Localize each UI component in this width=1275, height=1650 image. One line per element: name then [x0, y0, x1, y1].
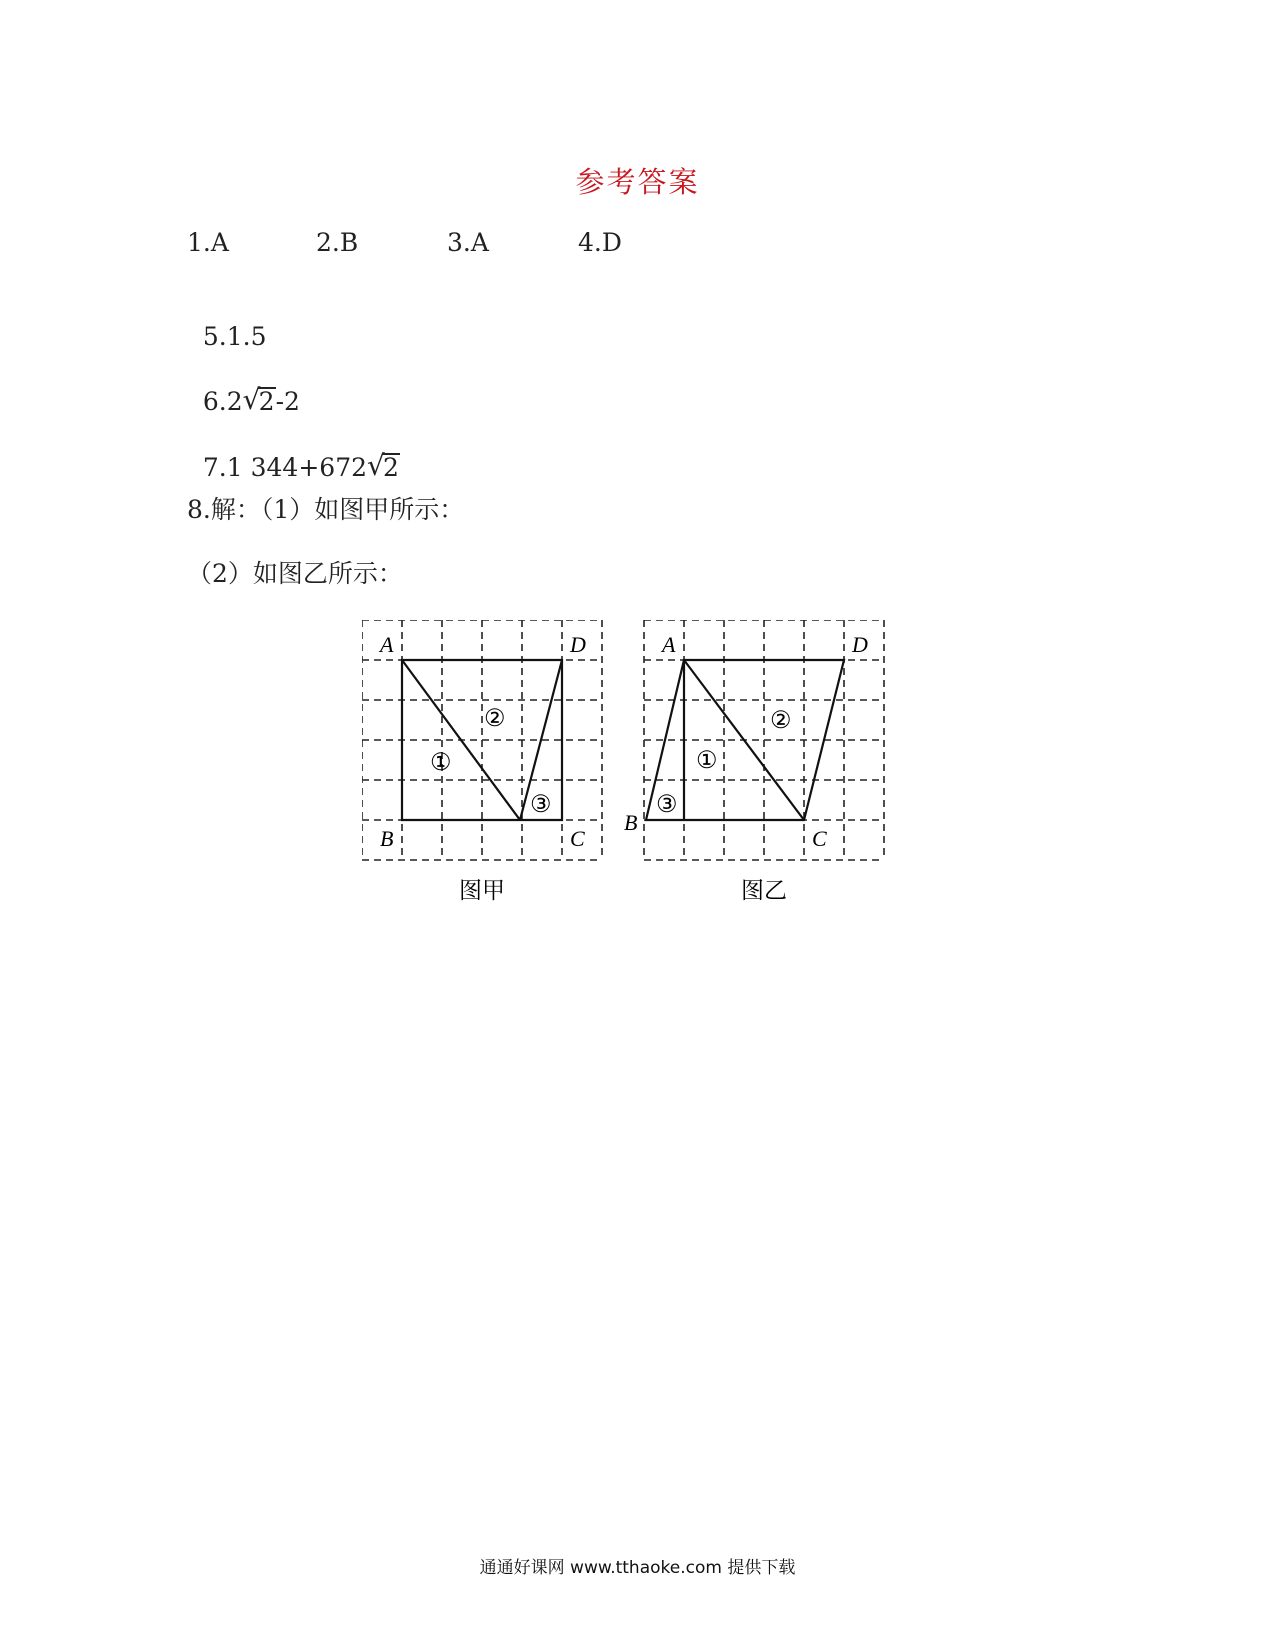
figure-caption: 图乙 [741, 878, 787, 903]
radicand: 2 [383, 453, 399, 482]
answer-number: 5. [202, 322, 227, 351]
region-1-label: ① [430, 750, 452, 776]
answer-8-part-2: （2）如图乙所示： [187, 559, 403, 588]
answer-2 [316, 228, 358, 257]
figures-container [362, 620, 922, 920]
vertex-a-label: A [662, 632, 676, 657]
sqrt-expression: √ 2 [367, 449, 399, 482]
answer-number: 4. [578, 228, 602, 257]
answer-value: 1.5 [226, 322, 267, 351]
answer-7 [187, 424, 400, 482]
answer-value: D [601, 228, 622, 257]
dashed-grid [644, 620, 884, 860]
vertex-a-label: A [380, 632, 394, 657]
answer-3 [447, 228, 489, 257]
answer-number: 6. [202, 387, 227, 416]
vertex-c-label: C [570, 826, 585, 851]
answer-number: 2. [316, 228, 340, 257]
figure-caption: 图甲 [459, 878, 505, 903]
region-2-label: ② [770, 708, 792, 734]
answer-6 [187, 358, 300, 416]
vertex-c-label: C [812, 826, 827, 851]
footer-credit: 通通好课网 www.tthaoke.com 提供下载 [479, 1558, 796, 1578]
page-title: 参考答案 [575, 165, 700, 199]
radicand: 2 [258, 387, 275, 416]
answer-value: A [210, 228, 229, 257]
expression-lead: 1 344+672 [226, 453, 367, 482]
region-2-label: ② [484, 706, 506, 732]
vertex-b-label: B [624, 810, 638, 835]
answer-number: 1. [187, 228, 211, 257]
expression-rest: -2 [275, 387, 300, 416]
region-1-label: ① [696, 748, 718, 774]
answer-number: 7. [202, 453, 227, 482]
vertex-d-label: D [570, 632, 586, 657]
coefficient: 2 [226, 387, 243, 416]
answer-4 [578, 228, 622, 257]
region-3-label: ③ [656, 792, 678, 818]
vertex-d-label: D [852, 632, 868, 657]
vertex-b-label: B [380, 826, 394, 851]
answer-5 [187, 293, 267, 351]
dashed-grid [362, 620, 602, 860]
figure-yi [624, 620, 884, 903]
answer-value: B [339, 228, 359, 257]
sqrt-expression: √ 2 [242, 383, 275, 416]
answer-1 [187, 228, 229, 257]
region-3-label: ③ [530, 792, 552, 818]
answer-value: A [470, 228, 489, 257]
answer-number: 3. [447, 228, 471, 257]
answer-8-part-1: 8.解：（1）如图甲所示： [187, 495, 465, 524]
figure-jia [362, 620, 602, 903]
